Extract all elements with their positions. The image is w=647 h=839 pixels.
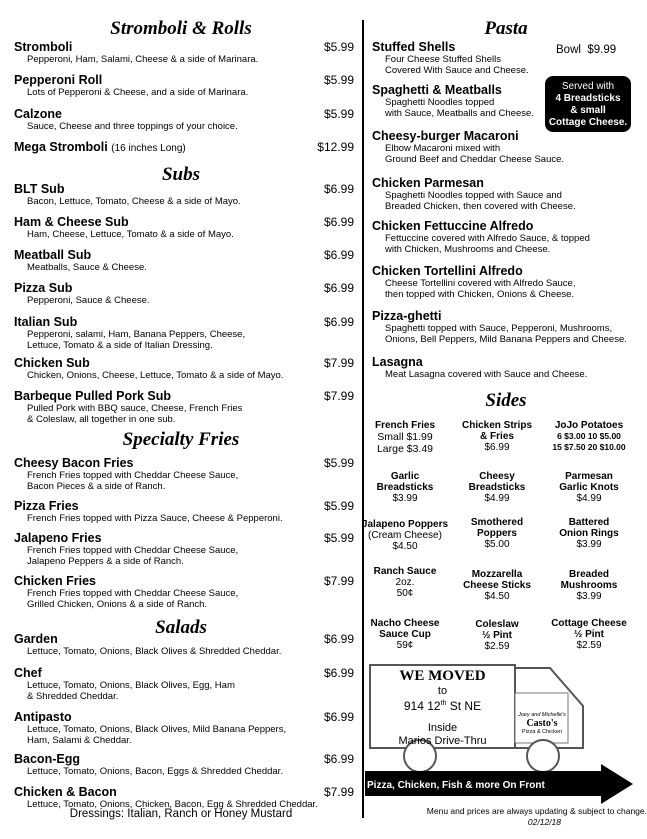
side-price: $2.59: [484, 641, 510, 652]
address-suffix: th: [440, 700, 447, 707]
side-name: Poppers: [476, 528, 517, 539]
footer-note: Menu and prices are always updating & subject to change.: [426, 806, 647, 816]
item-desc: Lettuce, Tomato, Onions, Black Olives, Mild Banana Peppers,: [27, 724, 287, 735]
item-desc: Lettuce, Tomato, Onions, Bacon, Eggs & Shredded Cheddar.: [27, 766, 283, 777]
side-price: 50¢: [396, 588, 414, 599]
menu-item: [14, 710, 354, 746]
side-name: Breadsticks: [376, 482, 434, 493]
item-name: Cheesy-burger Macaroni: [372, 129, 519, 143]
side-item: [543, 618, 635, 651]
side-price: $2.59: [576, 640, 602, 651]
side-item: [543, 471, 635, 504]
item-name: Lasagna: [372, 355, 423, 369]
menu-item: [14, 666, 354, 702]
side-name: ½ Pint: [573, 629, 604, 640]
side-name: Battered: [568, 517, 610, 528]
pasta-item: [372, 83, 638, 119]
item-price: $5.99: [323, 107, 354, 121]
side-name: JoJo Potatoes: [554, 420, 624, 431]
side-item: [451, 471, 543, 504]
side-note: (Cream Cheese): [368, 530, 442, 541]
item-desc: with Chicken, Mushrooms and Cheese.: [385, 244, 551, 255]
item-price: $12.99: [317, 140, 354, 154]
item-price: $6.99: [323, 182, 354, 196]
item-name: Chicken Fries: [14, 574, 96, 588]
item-name: [14, 140, 354, 156]
item-name: Chicken Fettuccine Alfredo: [372, 219, 534, 233]
side-price: 59¢: [396, 640, 414, 651]
side-price: $3.99: [576, 591, 602, 602]
item-desc: Lots of Pepperoni & Cheese, and a side of Marinara.: [27, 87, 249, 98]
side-item: [543, 420, 635, 453]
badge-line: 4 Breadsticks: [555, 93, 621, 104]
side-name: French Fries: [374, 420, 436, 431]
side-name: Cheese Sticks: [463, 580, 531, 591]
item-name: BLT Sub: [14, 182, 65, 196]
menu-item: [14, 182, 354, 207]
side-price: $4.99: [484, 493, 510, 504]
side-price: $4.50: [484, 591, 510, 602]
item-desc: Ground Beef and Cheddar Cheese Sauce.: [385, 154, 565, 165]
item-price: $5.99: [323, 40, 354, 54]
item-desc: Lettuce, Tomato, Onions, Chicken, Bacon, Egg & Shredded Cheddar.: [27, 799, 318, 810]
side-name: Nacho Cheese: [370, 618, 440, 629]
side-name: Breaded: [568, 569, 609, 580]
badge-line: Served with: [561, 81, 615, 92]
item-desc: Spaghetti topped with Sauce, Pepperoni, Mushrooms,: [385, 323, 613, 334]
menu-item: [14, 40, 354, 65]
item-name: Pizza Fries: [14, 499, 79, 513]
item-price: $6.99: [323, 710, 354, 724]
item-name: Spaghetti & Meatballs: [372, 83, 502, 97]
item-name: Stromboli: [14, 40, 73, 54]
item-desc: Four Cheese Stuffed Shells: [385, 54, 502, 65]
pasta-item: [372, 219, 638, 255]
side-item: [359, 471, 451, 504]
menu-item: [14, 785, 354, 810]
item-price: $6.99: [323, 632, 354, 646]
logo-line: Joey and Michelle's: [518, 712, 566, 718]
pasta-item: [372, 355, 638, 380]
item-desc: & Shredded Cheddar.: [27, 691, 119, 702]
item-desc: Breaded Chicken, then covered with Cheese.: [385, 201, 576, 212]
side-price: $3.99: [392, 493, 418, 504]
item-desc: then topped with Chicken, Onions & Cheese.: [385, 289, 575, 300]
side-price: $4.99: [576, 493, 602, 504]
item-desc: Spaghetti Noodles topped with Sauce and: [385, 190, 562, 201]
side-item: [451, 420, 543, 453]
side-name: ½ Pint: [481, 630, 512, 641]
side-price: Large $3.49: [376, 443, 434, 455]
item-desc: with Sauce, Meatballs and Cheese.: [385, 108, 534, 119]
item-desc: French Fries topped with Cheddar Cheese Sauce,: [27, 545, 239, 556]
item-price: $7.99: [323, 574, 354, 588]
item-name: Stuffed Shells: [372, 40, 456, 54]
moved-location: Marios Drive-Thru: [398, 735, 487, 747]
item-desc: Onions, Bell Peppers, Mild Banana Peppers and Cheese.: [385, 334, 627, 345]
menu-item: [14, 107, 354, 132]
item-price: $7.99: [323, 356, 354, 370]
side-item: [451, 517, 543, 550]
menu-item: [14, 389, 354, 425]
side-name: Mushrooms: [560, 580, 618, 591]
item-desc: Ham, Cheese, Lettuce, Tomato & a side of Mayo.: [27, 229, 234, 240]
side-name: Breadsticks: [468, 482, 526, 493]
item-desc: Bacon Pieces & a side of Ranch.: [27, 481, 166, 492]
item-name: Meatball Sub: [14, 248, 92, 262]
item-desc: Cheese Tortellini covered with Alfredo Sauce,: [385, 278, 576, 289]
item-price: $5.99: [323, 456, 354, 470]
moved-to: to: [437, 685, 448, 697]
item-name: Pepperoni Roll: [14, 73, 103, 87]
item-desc: Covered With Sauce and Cheese.: [385, 65, 529, 76]
item-name: Chicken Sub: [14, 356, 90, 370]
item-desc: Pepperoni, salami, Ham, Banana Peppers, Cheese,: [27, 329, 246, 340]
item-desc: Elbow Macaroni mixed with: [385, 143, 501, 154]
side-item: [359, 566, 451, 599]
side-price: 6 $3.00 10 $5.00: [557, 431, 621, 441]
item-name: Antipasto: [14, 710, 72, 724]
item-price: $7.99: [323, 785, 354, 799]
item-name: Pizza Sub: [14, 281, 73, 295]
truck-wheel-front: [527, 740, 559, 772]
salads-title: Salads: [155, 617, 207, 638]
right-column: [361, 0, 647, 839]
subs-title: Subs: [161, 164, 201, 185]
logo-line: Pizza & Chicken: [521, 729, 563, 735]
item-desc: Spaghetti Noodles topped: [385, 97, 495, 108]
item-price: $6.99: [323, 281, 354, 295]
item-desc: Bacon, Lettuce, Tomato, Cheese & a side of Mayo.: [27, 196, 241, 207]
side-name: Cheesy: [479, 471, 515, 482]
item-desc: Lettuce, Tomato, Onions, Black Olives & Shredded Cheddar.: [27, 646, 282, 657]
item-price: $6.99: [323, 752, 354, 766]
item-desc: Chicken, Onions, Cheese, Lettuce, Tomato & a side of Mayo.: [27, 370, 284, 381]
bowl-value: $9.99: [587, 44, 617, 56]
sides-title: Sides: [485, 390, 527, 411]
logo-line: Casto's: [526, 718, 558, 729]
pasta-title: Pasta: [484, 18, 528, 39]
side-name: Mozzarella: [471, 569, 523, 580]
item-note: (16 inches Long): [111, 143, 186, 154]
badge-line: Cottage Cheese.: [548, 117, 628, 128]
item-name: Barbeque Pulled Pork Sub: [14, 389, 171, 403]
side-name: Cottage Cheese: [551, 618, 627, 629]
item-name: Chicken Parmesan: [372, 176, 484, 190]
item-name: Chicken & Bacon: [14, 785, 117, 799]
side-price: $6.99: [484, 442, 510, 453]
column-divider: [362, 20, 364, 818]
menu-item: [14, 456, 354, 492]
castos-logo: [516, 712, 568, 735]
menu-item: [14, 499, 354, 524]
item-name: Ham & Cheese Sub: [14, 215, 129, 229]
side-item: [359, 420, 451, 455]
item-name: Italian Sub: [14, 315, 78, 329]
side-item: [451, 569, 543, 602]
item-name: Calzone: [14, 107, 62, 121]
side-name: Coleslaw: [475, 619, 519, 630]
moved-title: WE MOVED: [399, 668, 486, 684]
address-number: 914 12: [403, 699, 441, 713]
pasta-item: [372, 40, 638, 76]
footer-date: 02/12/18: [527, 817, 561, 827]
menu-item: [14, 215, 354, 240]
item-name-text: Mega Stromboli: [14, 140, 108, 154]
menu-item: [14, 281, 354, 306]
menu-item: [14, 73, 354, 98]
pasta-item: [372, 129, 638, 165]
item-desc: Pepperoni, Sauce & Cheese.: [27, 295, 150, 306]
side-price: $4.50: [392, 541, 418, 552]
item-name: Cheesy Bacon Fries: [14, 456, 134, 470]
item-price: $5.99: [323, 499, 354, 513]
item-name: Garden: [14, 632, 58, 646]
item-desc: Pepperoni, Ham, Salami, Cheese & a side of Marinara.: [27, 54, 259, 65]
stromboli-title: Stromboli & Rolls: [110, 18, 252, 39]
item-price: $5.99: [323, 531, 354, 545]
item-desc: Fettuccine covered with Alfredo Sauce, & topped: [385, 233, 590, 244]
side-name: Smothered: [470, 517, 524, 528]
item-name: Jalapeno Fries: [14, 531, 102, 545]
menu-item: [14, 315, 354, 351]
item-desc: Jalapeno Peppers & a side of Ranch.: [27, 556, 184, 567]
side-price: $3.99: [576, 539, 602, 550]
bowl-label: Bowl: [556, 44, 581, 56]
side-price: $5.00: [484, 539, 510, 550]
item-name: Chicken Tortellini Alfredo: [372, 264, 523, 278]
pasta-item: [372, 309, 638, 345]
side-name: Garlic: [390, 471, 420, 482]
item-price: $6.99: [323, 215, 354, 229]
badge-line: & small: [570, 105, 606, 116]
item-price: $5.99: [323, 73, 354, 87]
item-price: $7.99: [323, 389, 354, 403]
side-name: & Fries: [480, 431, 514, 442]
item-name: Pizza-ghetti: [372, 309, 442, 323]
item-price: $6.99: [323, 248, 354, 262]
moved-address: [370, 697, 515, 713]
side-price: 15 $7.50 20 $10.00: [552, 442, 626, 452]
item-desc: Meat Lasagna covered with Sauce and Cheese.: [385, 369, 588, 380]
side-name: Parmesan: [565, 471, 613, 482]
menu-item: [14, 574, 354, 610]
item-desc: & Coleslaw, all together in one sub.: [27, 414, 176, 425]
menu-item: [14, 356, 354, 381]
item-desc: Meatballs, Sauce & Cheese.: [27, 262, 147, 273]
side-price: Small $1.99: [377, 431, 433, 443]
side-item: [543, 569, 635, 602]
item-price: $6.99: [323, 315, 354, 329]
item-name: Bacon-Egg: [14, 752, 80, 766]
side-name: Chicken Strips: [461, 420, 533, 431]
item-desc: Grilled Chicken, Onions & a side of Ranch.: [27, 599, 208, 610]
item-desc: Pulled Pork with BBQ sauce, Cheese, French Fries: [27, 403, 243, 414]
side-name: Jalapeno Poppers: [361, 519, 449, 530]
item-name: Chef: [14, 666, 42, 680]
address-street: St NE: [446, 699, 482, 713]
item-desc: Lettuce, Tomato, Onions, Black Olives, Egg, Ham: [27, 680, 235, 691]
side-item: [359, 519, 451, 552]
menu-item: [14, 248, 354, 273]
side-name: Garlic Knots: [559, 482, 619, 493]
item-desc: Ham, Salami & Cheddar.: [27, 735, 132, 746]
banner-text: Pizza, Chicken, Fish & more On Front: [367, 780, 545, 791]
dressings-line: Dressings: Italian, Ranch or Honey Mustard: [69, 808, 293, 820]
pasta-item: [372, 264, 638, 300]
side-item: [359, 618, 451, 651]
item-desc: French Fries topped with Cheddar Cheese Sauce,: [27, 588, 239, 599]
menu-item: [14, 752, 354, 777]
fries-title: Specialty Fries: [122, 429, 240, 450]
menu-item: [14, 140, 354, 156]
side-item: [451, 619, 543, 652]
side-name: Sauce Cup: [379, 629, 431, 640]
item-desc: French Fries topped with Cheddar Cheese Sauce,: [27, 470, 239, 481]
menu-item: [14, 632, 354, 657]
moved-inside: Inside: [427, 722, 458, 734]
item-desc: Sauce, Cheese and three toppings of your choice.: [27, 121, 238, 132]
item-desc: French Fries topped with Pizza Sauce, Cheese & Pepperoni.: [27, 513, 283, 524]
item-desc: Lettuce, Tomato & a side of Italian Dressing.: [27, 340, 213, 351]
moved-notice: [370, 668, 515, 748]
side-item: [543, 517, 635, 550]
item-price: $6.99: [323, 666, 354, 680]
pasta-item: [372, 176, 638, 212]
menu-item: [14, 531, 354, 567]
side-name: Ranch Sauce: [373, 566, 437, 577]
side-name: Onion Rings: [559, 528, 619, 539]
side-note: 2oz.: [395, 577, 415, 588]
